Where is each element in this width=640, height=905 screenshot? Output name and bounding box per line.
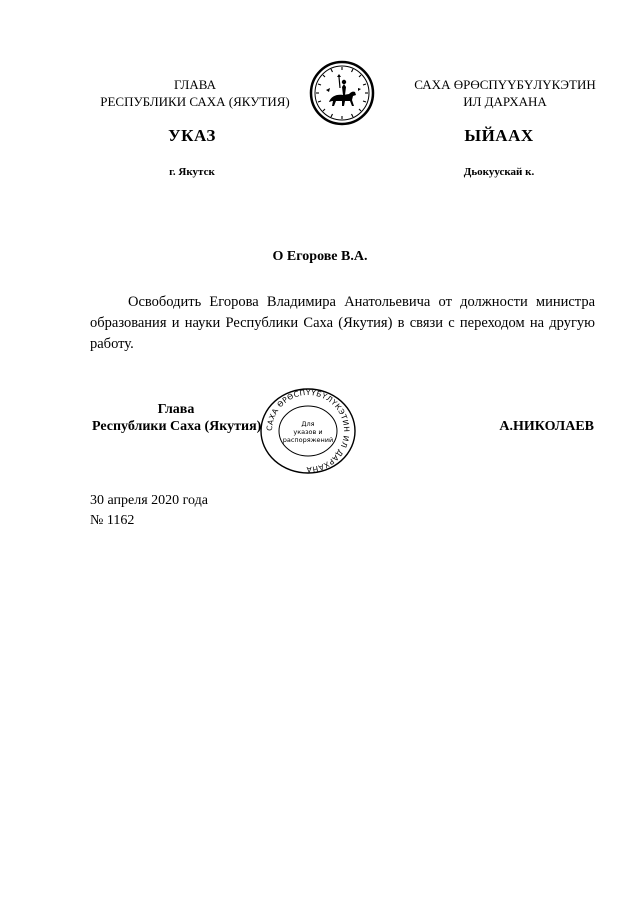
emblem-icon (309, 60, 375, 126)
header-right-line2: ИЛ ДАРХАНА (463, 94, 547, 109)
official-stamp (256, 386, 360, 476)
header-right-line1: САХА ӨРӨСПҮҮБҮЛҮКЭТИН (414, 77, 596, 92)
document-body: Освободить Егорова Владимира Анатольевича от должности министра образования и науки Республики Саха (Якутия) в связи с переходом на другую работу. (90, 294, 595, 352)
header-right (370, 76, 640, 110)
decree-type-right: ЫЙААХ (464, 126, 534, 145)
document-title: О Егорове В.А. (272, 249, 368, 264)
decree-type-left: УКАЗ (168, 126, 216, 145)
header-left-line1: ГЛАВА (174, 77, 216, 92)
signature-position-line2: Республики Саха (Якутия) (92, 419, 262, 434)
document-number: № 1162 (90, 513, 135, 528)
city-left: г. Якутск (169, 166, 215, 178)
header-left-line2: РЕСПУБЛИКИ САХА (ЯКУТИЯ) (100, 94, 290, 109)
header-left (60, 76, 330, 110)
stamp-inner-line2: указов и (293, 428, 323, 436)
city-right: Дьокуускай к. (463, 166, 535, 178)
stamp-inner-line1: Для (301, 420, 315, 428)
signature-position-line1: Глава (157, 402, 195, 417)
signature-name: А.НИКОЛАЕВ (499, 419, 594, 434)
stamp-inner-line3: распоряжений (282, 436, 334, 444)
document-date: 30 апреля 2020 года (90, 493, 208, 508)
stamp-outer-text: САХА ӨРӨСПҮҮБҮЛҮКЭТИН ИЛ ДАРХАНА (264, 387, 352, 475)
